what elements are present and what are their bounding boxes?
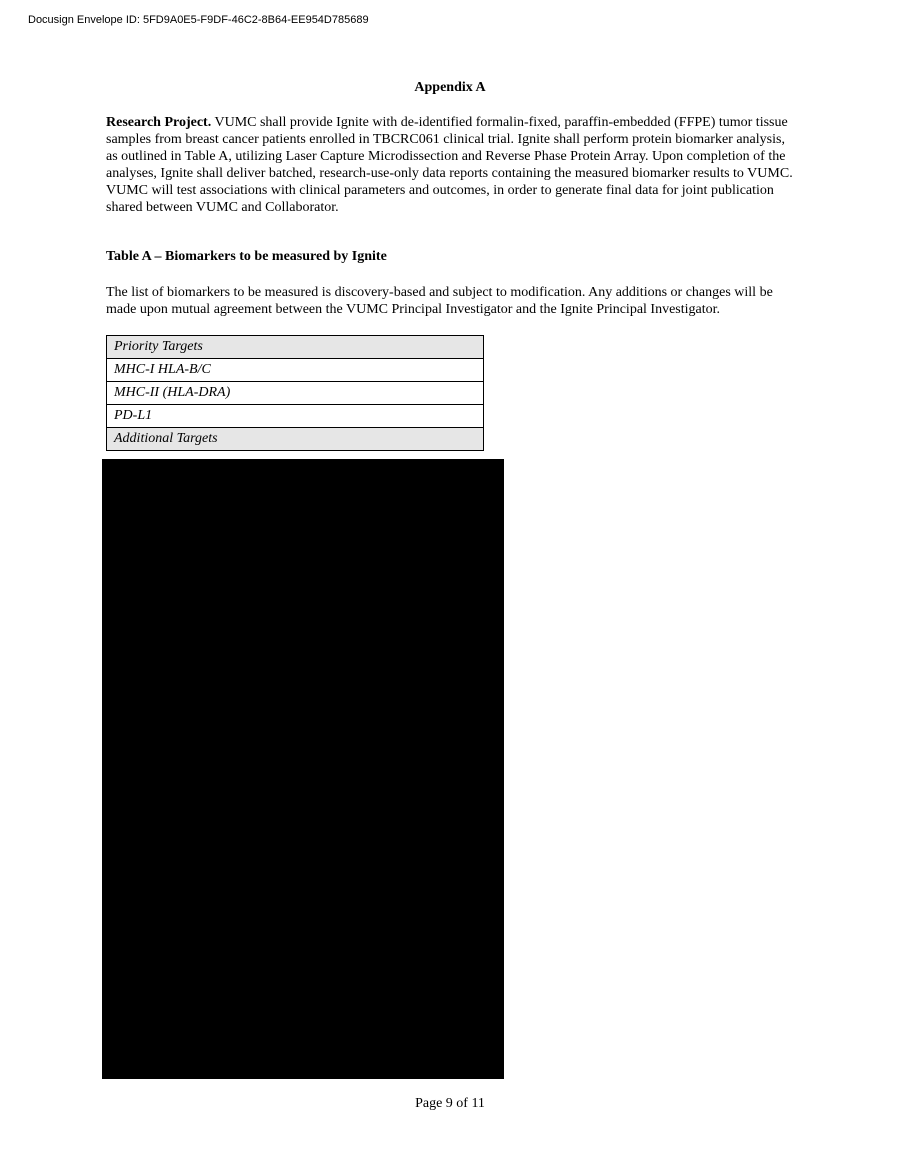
table-row	[107, 336, 484, 359]
table-cell-section-header: Priority Targets	[107, 336, 484, 359]
page-title: Appendix A	[414, 80, 486, 95]
table-cell-section-header: Additional Targets	[107, 428, 484, 451]
table-row	[107, 359, 484, 382]
envelope-id: Docusign Envelope ID: 5FD9A0E5-F9DF-46C2-8B64-EE954D785689	[28, 14, 369, 26]
table-intro-paragraph: The list of biomarkers to be measured is discovery-based and subject to modification. Any additions or changes will be made upon mutual agreement between the VUMC Principal Investigator and the Ignite Principal Investigator.	[106, 285, 773, 317]
page-number: Page 9 of 11	[415, 1096, 485, 1111]
research-project-label: Research Project.	[106, 115, 212, 130]
table-cell: MHC-II (HLA-DRA)	[107, 382, 484, 405]
redaction-block	[102, 459, 504, 1079]
research-project-paragraph	[106, 114, 800, 216]
table-heading: Table A – Biomarkers to be measured by Ignite	[106, 249, 387, 264]
table-row	[107, 428, 484, 451]
table-cell: MHC-I HLA-B/C	[107, 359, 484, 382]
research-project-text: VUMC shall provide Ignite with de-identified formalin-fixed, paraffin-embedded (FFPE) tumor tissue samples from breast cancer patients enrolled in TBCRC061 clinical trial. Ignite shall perform protein biomarker analysis, as outlined in Table A, utilizing Laser Capture Microdissection and Reverse Phase Protein Array. Upon completion of the analyses, Ignite shall deliver batched, research-use-only data reports containing the measured biomarker results to VUMC. VUMC will test associations with clinical parameters and outcomes, in order to generate final data for joint publication shared between VUMC and Collaborator.	[106, 115, 793, 215]
table-cell: PD-L1	[107, 405, 484, 428]
biomarkers-table	[106, 335, 484, 451]
table-row	[107, 405, 484, 428]
table-row	[107, 382, 484, 405]
